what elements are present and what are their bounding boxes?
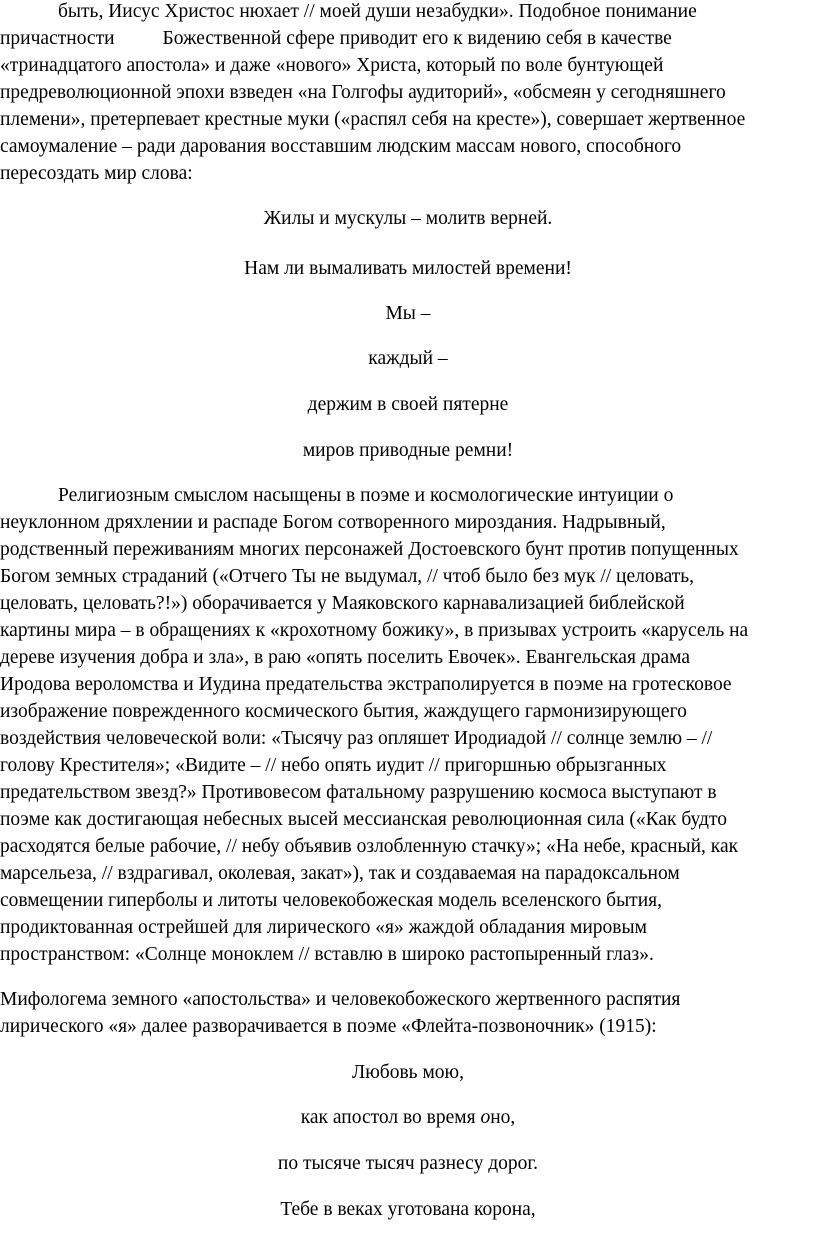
text-line: продиктованная острейшей для лирического «я» жаждой обладания мировым [0,917,647,938]
text-line: изображение поврежденного космического бытия, жаждущего гармонизирующего [0,701,687,722]
text-line: воздействия человеческой воли: «Тысячу раз опляшет Иродиадой // солнце землю – // [0,728,713,749]
poem-line: Жилы и мускулы – молитв верней. [263,208,553,229]
text-line: Религиозным смыслом насыщены в поэме и космологические интуиции о [58,485,674,506]
text-line: расходятся белые рабочие, // небу объявив озлобленную стачку»; «На небе, красный, как [0,836,739,857]
text-line: предательством звезд?» Противовесом фатальному разрушению космоса выступают в [0,782,717,803]
poem-text: как апостол во время [300,1107,481,1128]
poem-text: но, [490,1107,516,1128]
text-line: голову Крестителя»; «Видите – // небо опять иудит // пригоршнью обрызганных [0,755,667,776]
text-line: «тринадцатого апостола» и даже «нового» Христа, который по воле бунтующей [0,55,664,76]
poem-line [0,1106,816,1130]
text-fragment: Божественной сфере приводит его к видению себя в качестве [162,28,672,49]
text-line: пространством: «Солнце моноклем // вставлю в широко растопыренный глаз». [0,944,654,965]
poem-line: Мы – [385,303,431,324]
poem-line: Тебе в веках уготована корона, [280,1199,536,1220]
text-line: Богом земных страданий («Отчего Ты не выдумал, // чтоб было без мук // целовать, [0,566,695,587]
text-line: пересоздать мир слова: [0,163,193,184]
text-line: поэме как достигающая небесных высей мессианская революционная сила («Как будто [0,809,727,830]
poem-line: каждый – [368,348,448,369]
poem-line: Нам ли вымаливать милостей времени! [244,258,572,279]
text-line: быть, Иисус Христос нюхает // моей души незабудки». Подобное понимание [58,1,697,22]
text-line: марсельеза, // вздрагивал, околевая, закат»), так и создаваемая на парадоксальном [0,863,680,884]
text-line: родственный переживаниям многих персонажей Достоевского бунт против попущенных [0,539,739,560]
poem-italic-letter: о [480,1107,491,1128]
text-line: лирического «я» далее разворачивается в поэме «Флейта-позвоночник» (1915): [0,1016,657,1037]
text-line: дереве изучения добра и зла», в раю «опять поселить Евочек». Евангельская драма [0,647,690,668]
text-line: Мифологема земного «апостольства» и человекобожеского жертвенного распятия [0,989,681,1010]
text-line: самоумаление – ради дарования восставшим людским массам нового, способного [0,136,682,157]
text-line [0,27,672,51]
poem-line: держим в своей пятерне [307,394,509,415]
text-line: Иродова вероломства и Иудина предательства экстраполируется в поэме на гротесковое [0,674,732,695]
text-line: племени», претерпевает крестные муки («распял себя на кресте»), совершает жертвенное [0,109,746,130]
text-line: предреволюционной эпохи взведен «на Голгофы аудиторий», «обсмеян у сегодняшнего [0,82,726,103]
text-fragment: причастности [0,28,115,49]
poem-line: миров приводные ремни! [302,440,514,461]
text-line: совмещении гиперболы и литоты человекобожеская модель вселенского бытия, [0,890,662,911]
text-line: картины мира – в обращениях к «крохотному божику», в призывах устроить «карусель на [0,620,749,641]
text-line: целовать, целовать?!») оборачивается у Маяковского карнавализацией библейской [0,593,685,614]
poem-line: Любовь мою, [352,1062,464,1083]
poem-line: по тысяче тысяч разнесу дорог. [277,1153,539,1174]
text-line: неуклонном дряхлении и распаде Богом сотворенного мироздания. Надрывный, [0,512,666,533]
